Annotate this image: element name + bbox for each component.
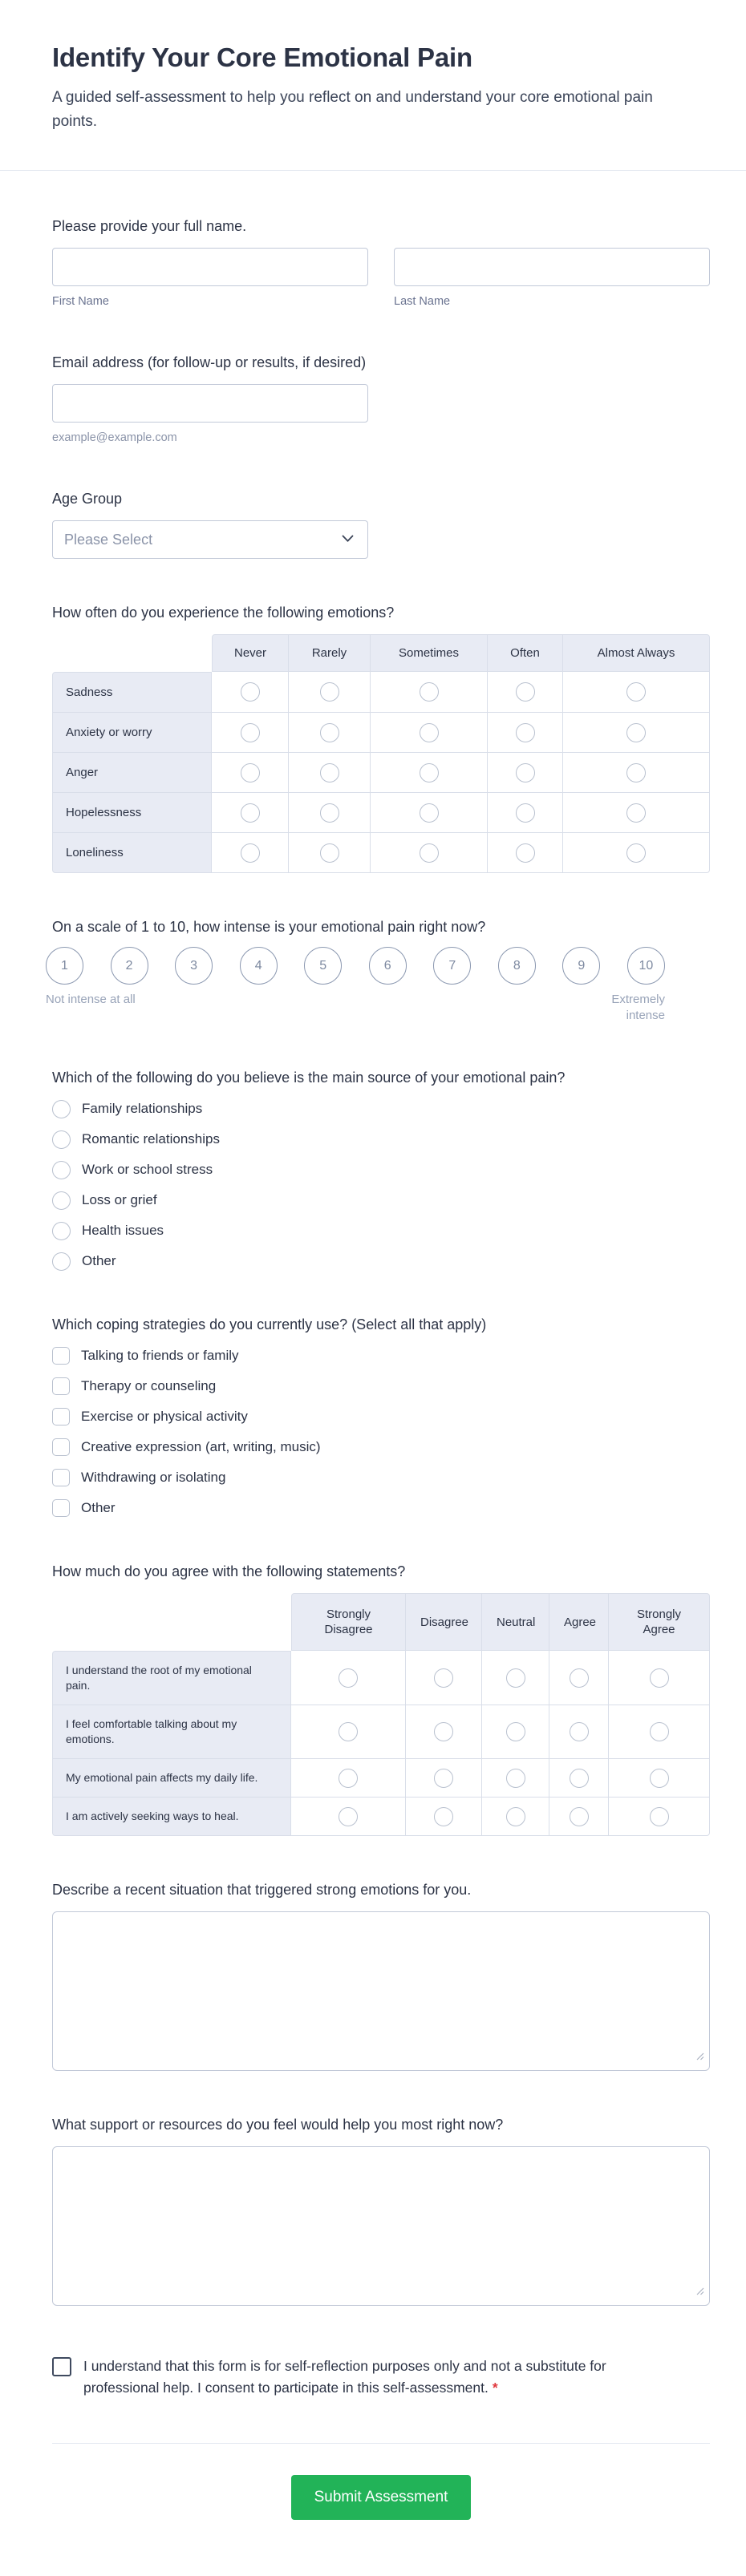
radio-icon xyxy=(52,1161,71,1179)
option-label: Work or school stress xyxy=(82,1162,213,1177)
question-label: What support or resources do you feel would help you most right now? xyxy=(52,2117,504,2133)
radio-icon xyxy=(516,803,535,823)
scale-option-10[interactable]: 10 xyxy=(627,947,665,985)
checkbox-option-withdrawing[interactable] xyxy=(52,1468,710,1487)
matrix-radio-cell[interactable] xyxy=(609,1705,710,1759)
matrix-radio-cell[interactable] xyxy=(212,672,289,713)
matrix-radio-cell[interactable] xyxy=(488,833,563,873)
option-label: Family relationships xyxy=(82,1101,203,1116)
textarea-wrapper xyxy=(52,2146,710,2306)
select-placeholder: Please Select xyxy=(64,531,153,548)
matrix-column-header: Agree xyxy=(549,1593,609,1651)
checkbox-icon xyxy=(52,1438,70,1456)
matrix-radio-cell[interactable] xyxy=(371,753,488,793)
radio-icon xyxy=(434,1769,453,1788)
radio-option-health[interactable] xyxy=(52,1221,710,1240)
matrix-row-label: I feel comfortable talking about my emotions. xyxy=(52,1705,291,1759)
checkbox-option-other[interactable] xyxy=(52,1498,710,1518)
question-label: How much do you agree with the following statements? xyxy=(52,1563,406,1579)
form-title: Identify Your Core Emotional Pain xyxy=(52,42,472,72)
matrix-header-row xyxy=(52,634,710,672)
emotions-matrix-table xyxy=(52,634,710,873)
matrix-header-row xyxy=(52,1593,710,1651)
radio-icon xyxy=(52,1252,71,1271)
form-header xyxy=(52,0,710,170)
radio-icon xyxy=(506,1807,525,1826)
matrix-row-label: Sadness xyxy=(52,672,212,713)
matrix-radio-cell[interactable] xyxy=(406,1705,482,1759)
question-email xyxy=(52,354,710,445)
radio-icon xyxy=(626,803,646,823)
scale-option-1[interactable]: 1 xyxy=(46,947,83,985)
scale-option-6[interactable]: 6 xyxy=(369,947,407,985)
radio-icon xyxy=(420,682,439,702)
radio-icon xyxy=(320,843,339,863)
matrix-row-sadness xyxy=(52,672,710,713)
matrix-radio-cell[interactable] xyxy=(563,793,710,833)
question-label: Please provide your full name. xyxy=(52,218,247,234)
radio-icon xyxy=(516,763,535,783)
submit-section xyxy=(52,2443,710,2562)
question-full-name xyxy=(52,217,710,309)
question-agree-matrix xyxy=(52,1563,710,1836)
option-label: Exercise or physical activity xyxy=(81,1409,248,1424)
matrix-radio-cell[interactable] xyxy=(371,713,488,753)
matrix-row-label: Anger xyxy=(52,753,212,793)
textarea-wrapper xyxy=(52,1911,710,2071)
matrix-radio-cell[interactable] xyxy=(563,833,710,873)
matrix-row-hopelessness xyxy=(52,793,710,833)
radio-option-work[interactable] xyxy=(52,1160,710,1179)
matrix-radio-cell[interactable] xyxy=(291,1798,406,1836)
option-label: Talking to friends or family xyxy=(81,1348,239,1363)
matrix-row-anxiety xyxy=(52,713,710,753)
form-body xyxy=(46,217,710,2562)
matrix-radio-cell[interactable] xyxy=(371,793,488,833)
matrix-radio-cell[interactable] xyxy=(609,1759,710,1798)
radio-option-romantic[interactable] xyxy=(52,1130,710,1149)
radio-icon xyxy=(570,1722,589,1741)
matrix-corner-cell xyxy=(52,634,212,672)
matrix-radio-cell[interactable] xyxy=(291,1651,406,1705)
consent-label xyxy=(83,2356,637,2399)
checkbox-option-talking[interactable] xyxy=(52,1346,710,1365)
matrix-radio-cell[interactable] xyxy=(289,713,371,753)
radio-icon xyxy=(241,682,260,702)
option-label: Other xyxy=(81,1500,116,1515)
question-pain-scale xyxy=(46,918,710,1024)
scale-option-4[interactable]: 4 xyxy=(240,947,278,985)
matrix-radio-cell[interactable] xyxy=(212,793,289,833)
pain-scale xyxy=(46,947,665,1024)
radio-icon xyxy=(626,723,646,742)
radio-icon xyxy=(339,1668,358,1688)
radio-icon xyxy=(52,1100,71,1118)
radio-icon xyxy=(650,1668,669,1688)
option-label: Health issues xyxy=(82,1223,164,1238)
support-textarea[interactable] xyxy=(52,2146,710,2306)
matrix-radio-cell[interactable] xyxy=(549,1798,609,1836)
radio-icon xyxy=(516,843,535,863)
radio-icon xyxy=(650,1807,669,1826)
matrix-radio-cell[interactable] xyxy=(289,793,371,833)
situation-textarea[interactable] xyxy=(52,1911,710,2071)
scale-option-8[interactable]: 8 xyxy=(498,947,536,985)
matrix-radio-cell[interactable] xyxy=(212,753,289,793)
matrix-column-header: Often xyxy=(488,634,563,672)
matrix-column-header: Neutral xyxy=(482,1593,549,1651)
radio-icon xyxy=(434,1722,453,1741)
radio-icon xyxy=(626,843,646,863)
radio-icon xyxy=(506,1668,525,1688)
matrix-column-header: Rarely xyxy=(289,634,371,672)
matrix-radio-cell[interactable] xyxy=(291,1759,406,1798)
matrix-radio-cell[interactable] xyxy=(371,672,488,713)
radio-icon xyxy=(339,1769,358,1788)
matrix-radio-cell[interactable] xyxy=(488,793,563,833)
question-label: Which of the following do you believe is the main source of your emotional pain? xyxy=(52,1070,566,1086)
agree-matrix-table xyxy=(52,1593,710,1836)
radio-icon xyxy=(241,723,260,742)
checkbox-icon xyxy=(52,1377,70,1395)
question-support xyxy=(52,2116,710,2306)
checkbox-icon xyxy=(52,1347,70,1365)
matrix-radio-cell[interactable] xyxy=(482,1705,549,1759)
scale-option-9[interactable]: 9 xyxy=(562,947,600,985)
scale-option-5[interactable]: 5 xyxy=(304,947,342,985)
matrix-radio-cell[interactable] xyxy=(488,713,563,753)
matrix-radio-cell[interactable] xyxy=(609,1651,710,1705)
question-label: How often do you experience the following emotions? xyxy=(52,605,395,621)
checkbox-option-creative[interactable] xyxy=(52,1438,710,1457)
matrix-column-header: Strongly Agree xyxy=(609,1593,710,1651)
matrix-column-header: Never xyxy=(212,634,289,672)
matrix-corner-cell xyxy=(52,1593,291,1651)
matrix-radio-cell[interactable] xyxy=(488,672,563,713)
radio-icon xyxy=(320,723,339,742)
radio-option-loss[interactable] xyxy=(52,1191,710,1210)
radio-icon xyxy=(506,1769,525,1788)
scale-max-label: Extremely intense xyxy=(611,993,665,1022)
resize-handle-icon[interactable] xyxy=(696,2050,704,2064)
matrix-row-understand-root xyxy=(52,1651,710,1705)
radio-icon xyxy=(320,763,339,783)
matrix-row-label: Anxiety or worry xyxy=(52,713,212,753)
radio-icon xyxy=(320,682,339,702)
matrix-radio-cell[interactable] xyxy=(482,1798,549,1836)
scale-min-label: Not intense at all xyxy=(46,993,136,1006)
checkbox-option-list xyxy=(52,1346,710,1518)
consent-checkbox[interactable] xyxy=(52,2357,71,2376)
checkbox-icon xyxy=(52,1499,70,1517)
matrix-row-label: I understand the root of my emotional pain. xyxy=(52,1651,291,1705)
matrix-row-anger xyxy=(52,753,710,793)
option-label: Other xyxy=(82,1253,116,1268)
radio-option-other[interactable] xyxy=(52,1252,710,1271)
matrix-row-label: My emotional pain affects my daily life. xyxy=(52,1759,291,1798)
option-label: Withdrawing or isolating xyxy=(81,1470,226,1485)
checkbox-icon xyxy=(52,1408,70,1425)
first-name-sublabel: First Name xyxy=(52,295,109,308)
radio-icon xyxy=(320,803,339,823)
matrix-radio-cell[interactable] xyxy=(549,1759,609,1798)
radio-icon xyxy=(420,843,439,863)
last-name-input[interactable] xyxy=(394,248,710,286)
question-age-group xyxy=(52,490,710,559)
matrix-radio-cell[interactable] xyxy=(212,713,289,753)
matrix-column-header: Disagree xyxy=(406,1593,482,1651)
matrix-row-label: Loneliness xyxy=(52,833,212,873)
question-label: Which coping strategies do you currently use? (Select all that apply) xyxy=(52,1316,487,1332)
matrix-row-label: I am actively seeking ways to heal. xyxy=(52,1798,291,1836)
matrix-radio-cell[interactable] xyxy=(563,713,710,753)
checkbox-icon xyxy=(52,1469,70,1486)
radio-option-family[interactable] xyxy=(52,1099,710,1118)
matrix-radio-cell[interactable] xyxy=(488,753,563,793)
resize-handle-icon[interactable] xyxy=(696,2285,704,2299)
radio-icon xyxy=(570,1807,589,1826)
matrix-radio-cell[interactable] xyxy=(212,833,289,873)
radio-icon xyxy=(626,763,646,783)
scale-option-7[interactable]: 7 xyxy=(433,947,471,985)
matrix-radio-cell[interactable] xyxy=(406,1759,482,1798)
radio-icon xyxy=(516,723,535,742)
email-sublabel: example@example.com xyxy=(52,431,177,444)
radio-icon xyxy=(339,1807,358,1826)
matrix-radio-cell[interactable] xyxy=(549,1651,609,1705)
matrix-row-affects-daily-life xyxy=(52,1759,710,1798)
last-name-field-group xyxy=(394,248,710,309)
radio-icon xyxy=(570,1769,589,1788)
matrix-radio-cell[interactable] xyxy=(371,833,488,873)
radio-icon xyxy=(420,723,439,742)
matrix-radio-cell[interactable] xyxy=(406,1798,482,1836)
matrix-radio-cell[interactable] xyxy=(549,1705,609,1759)
radio-icon xyxy=(626,682,646,702)
consent-question xyxy=(52,2356,710,2399)
scale-option-2[interactable]: 2 xyxy=(111,947,148,985)
radio-icon xyxy=(52,1191,71,1210)
matrix-radio-cell[interactable] xyxy=(482,1651,549,1705)
option-label: Therapy or counseling xyxy=(81,1378,217,1393)
first-name-field-group xyxy=(52,248,368,309)
question-pain-source xyxy=(52,1069,710,1271)
submit-button[interactable]: Submit Assessment xyxy=(291,2475,471,2520)
matrix-radio-cell[interactable] xyxy=(406,1651,482,1705)
radio-icon xyxy=(434,1668,453,1688)
question-coping-strategies xyxy=(52,1316,710,1518)
checkbox-option-exercise[interactable] xyxy=(52,1407,710,1426)
radio-option-list xyxy=(52,1099,710,1271)
radio-icon xyxy=(52,1222,71,1240)
radio-icon xyxy=(52,1130,71,1149)
radio-icon xyxy=(650,1722,669,1741)
matrix-row-comfortable-talking xyxy=(52,1705,710,1759)
matrix-radio-cell[interactable] xyxy=(482,1759,549,1798)
matrix-radio-cell[interactable] xyxy=(563,753,710,793)
radio-icon xyxy=(241,843,260,863)
radio-icon xyxy=(516,682,535,702)
question-label: Age Group xyxy=(52,491,123,507)
question-label: Describe a recent situation that triggered strong emotions for you. xyxy=(52,1882,472,1898)
scale-options xyxy=(46,947,665,985)
matrix-radio-cell[interactable] xyxy=(289,833,371,873)
radio-icon xyxy=(434,1807,453,1826)
question-label: On a scale of 1 to 10, how intense is your emotional pain right now? xyxy=(52,919,486,935)
matrix-row-loneliness xyxy=(52,833,710,873)
matrix-row-label: Hopelessness xyxy=(52,793,212,833)
radio-icon xyxy=(420,803,439,823)
required-asterisk: * xyxy=(492,2380,498,2396)
matrix-radio-cell[interactable] xyxy=(609,1798,710,1836)
radio-icon xyxy=(241,803,260,823)
scale-end-labels xyxy=(46,992,665,1024)
radio-icon xyxy=(506,1722,525,1741)
matrix-column-header: Strongly Disagree xyxy=(291,1593,406,1651)
matrix-column-header: Almost Always xyxy=(563,634,710,672)
question-situation xyxy=(52,1881,710,2071)
email-input[interactable] xyxy=(52,384,368,423)
option-label: Creative expression (art, writing, music) xyxy=(81,1439,321,1454)
consent-text: I understand that this form is for self-reflection purposes only and not a substitute for professional help. I consent to participate in this self-assessment. xyxy=(83,2358,606,2396)
last-name-sublabel: Last Name xyxy=(394,295,451,308)
radio-icon xyxy=(241,763,260,783)
radio-icon xyxy=(650,1769,669,1788)
question-emotions-matrix xyxy=(52,604,710,873)
option-label: Romantic relationships xyxy=(82,1131,220,1146)
matrix-radio-cell[interactable] xyxy=(289,753,371,793)
first-name-input[interactable] xyxy=(52,248,368,286)
form-subtitle: A guided self-assessment to help you reflect on and understand your core emotional pain points. xyxy=(52,89,653,130)
scale-option-3[interactable]: 3 xyxy=(175,947,213,985)
name-row xyxy=(52,248,710,309)
chevron-down-icon xyxy=(342,532,354,547)
matrix-radio-cell[interactable] xyxy=(291,1705,406,1759)
checkbox-option-therapy[interactable] xyxy=(52,1377,710,1396)
radio-icon xyxy=(570,1668,589,1688)
header-divider xyxy=(0,170,746,171)
matrix-row-seeking-heal xyxy=(52,1798,710,1836)
option-label: Loss or grief xyxy=(82,1192,157,1207)
radio-icon xyxy=(420,763,439,783)
radio-icon xyxy=(339,1722,358,1741)
age-group-select[interactable] xyxy=(52,520,368,559)
question-label: Email address (for follow-up or results, if desired) xyxy=(52,354,367,370)
matrix-column-header: Sometimes xyxy=(371,634,488,672)
matrix-radio-cell[interactable] xyxy=(289,672,371,713)
matrix-radio-cell[interactable] xyxy=(563,672,710,713)
